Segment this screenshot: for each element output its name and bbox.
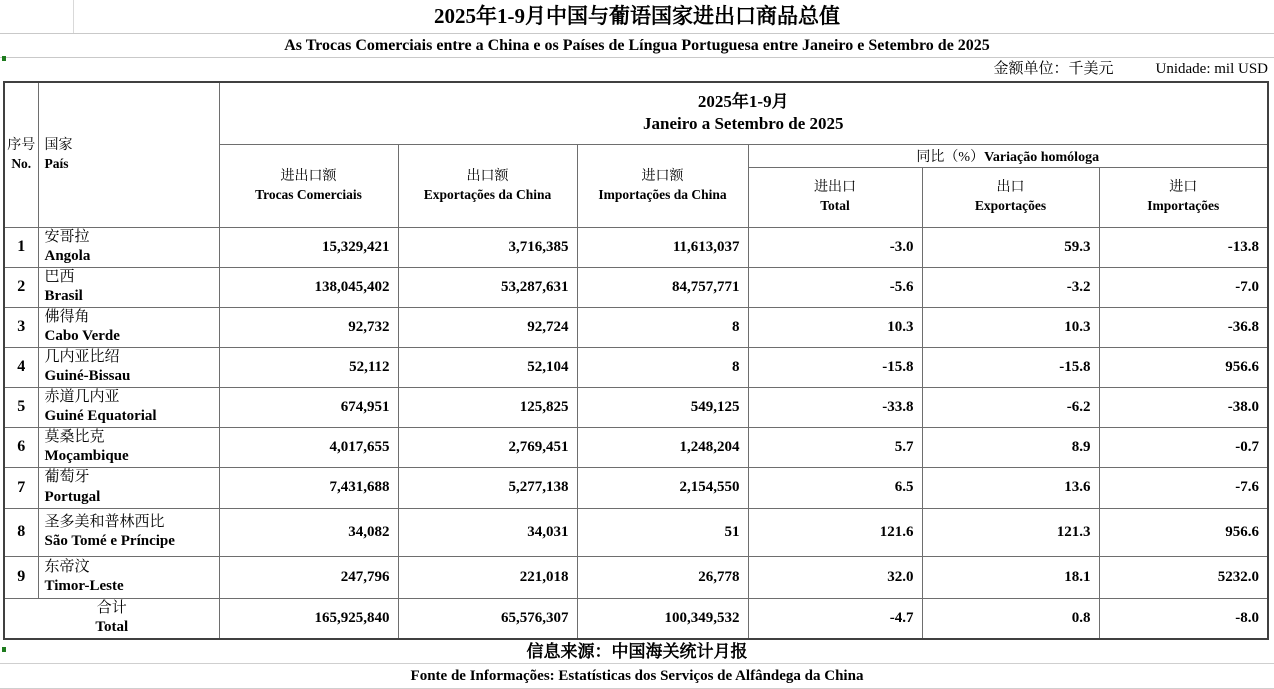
yoy-total-value: 32.0 <box>748 556 922 598</box>
header-country-pt: País <box>44 156 69 172</box>
trade-value: 4,017,655 <box>219 427 398 467</box>
cell-flag-marker <box>2 56 6 61</box>
source-note-pt: Fonte de Informações: Estatísticas dos Serviços de Alfândega da China <box>0 664 1274 689</box>
trade-value: 247,796 <box>219 556 398 598</box>
header-trade-cn: 进出口额 <box>280 168 337 184</box>
spreadsheet-gridline <box>73 0 74 33</box>
yoy-total-value: -3.0 <box>748 227 922 267</box>
row-number: 9 <box>4 556 38 598</box>
country-cell <box>38 227 219 267</box>
yoy-total-value: -33.8 <box>748 387 922 427</box>
table-row <box>4 387 1268 427</box>
header-yoy-imports <box>1099 167 1268 227</box>
country-name-cn: 圣多美和普林西比 <box>44 513 165 530</box>
row-number: 3 <box>4 307 38 347</box>
country-name-cn: 几内亚比绍 <box>44 348 120 365</box>
yoy-total-value: 121.6 <box>748 508 922 556</box>
table-row <box>4 427 1268 467</box>
header-no-pt: No. <box>11 156 32 172</box>
header-no <box>4 82 38 227</box>
yoy-exports-value: 13.6 <box>922 467 1099 508</box>
imports-value: 2,154,550 <box>577 467 748 508</box>
country-cell <box>38 347 219 387</box>
country-name-cn: 赤道几内亚 <box>44 388 120 405</box>
exports-value: 5,277,138 <box>398 467 577 508</box>
page-subtitle: As Trocas Comerciais entre a China e os Países de Língua Portuguesa entre Janeiro e Setembro de 2025 <box>0 34 1274 58</box>
header-trade-pt: Trocas Comerciais <box>255 186 362 202</box>
header-yoy-imports-cn: 进口 <box>1169 180 1198 196</box>
header-yoy-total-pt: Total <box>820 198 850 214</box>
exports-value: 221,018 <box>398 556 577 598</box>
trade-value: 15,329,421 <box>219 227 398 267</box>
imports-value: 26,778 <box>577 556 748 598</box>
country-name-pt: Guiné Equatorial <box>44 408 157 424</box>
imports-value: 1,248,204 <box>577 427 748 467</box>
trade-value: 52,112 <box>219 347 398 387</box>
country-cell <box>38 508 219 556</box>
table-row <box>4 227 1268 267</box>
exports-value: 53,287,631 <box>398 267 577 307</box>
unit-note <box>0 58 1274 81</box>
header-no-cn: 序号 <box>7 137 36 153</box>
country-name-pt: Brasil <box>44 288 83 304</box>
total-imports-value: 100,349,532 <box>577 598 748 639</box>
yoy-exports-value: -15.8 <box>922 347 1099 387</box>
country-cell <box>38 307 219 347</box>
table-row <box>4 347 1268 387</box>
total-yoy-total-value: -4.7 <box>748 598 922 639</box>
yoy-exports-value: -3.2 <box>922 267 1099 307</box>
country-name-cn: 东帝汶 <box>44 558 90 575</box>
header-yoy-exports <box>922 167 1099 227</box>
header-yoy <box>748 144 1268 167</box>
row-number: 8 <box>4 508 38 556</box>
total-row <box>4 598 1268 639</box>
country-cell <box>38 387 219 427</box>
yoy-total-value: 6.5 <box>748 467 922 508</box>
header-yoy-pt: Variação homóloga <box>984 149 1100 165</box>
source-note-cn: 信息来源：中国海关统计月报 <box>0 640 1274 664</box>
header-period-pt: Janeiro a Setembro de 2025 <box>642 114 844 134</box>
page-title: 2025年1-9月中国与葡语国家进出口商品总值 <box>0 0 1274 34</box>
total-label-cell <box>4 598 219 639</box>
yoy-total-value: -5.6 <box>748 267 922 307</box>
imports-value: 84,757,771 <box>577 267 748 307</box>
exports-value: 92,724 <box>398 307 577 347</box>
imports-value: 8 <box>577 347 748 387</box>
header-exports-cn: 出口额 <box>466 168 509 184</box>
header-row-period <box>4 82 1268 144</box>
trade-value: 7,431,688 <box>219 467 398 508</box>
yoy-exports-value: 59.3 <box>922 227 1099 267</box>
country-name-pt: Timor-Leste <box>44 578 124 594</box>
country-name-pt: Angola <box>44 248 91 264</box>
yoy-imports-value: 5232.0 <box>1099 556 1268 598</box>
header-imports <box>577 144 748 227</box>
row-number: 2 <box>4 267 38 307</box>
unit-note-pt: Unidade: mil USD <box>1155 61 1268 77</box>
imports-value: 8 <box>577 307 748 347</box>
yoy-total-value: -15.8 <box>748 347 922 387</box>
yoy-total-value: 10.3 <box>748 307 922 347</box>
yoy-exports-value: 18.1 <box>922 556 1099 598</box>
imports-value: 11,613,037 <box>577 227 748 267</box>
country-cell <box>38 267 219 307</box>
table-row <box>4 556 1268 598</box>
header-yoy-imports-pt: Importações <box>1147 198 1220 214</box>
country-name-cn: 莫桑比克 <box>44 428 105 445</box>
yoy-imports-value: -36.8 <box>1099 307 1268 347</box>
imports-value: 549,125 <box>577 387 748 427</box>
exports-value: 3,716,385 <box>398 227 577 267</box>
total-yoy-exports-value: 0.8 <box>922 598 1099 639</box>
yoy-imports-value: -13.8 <box>1099 227 1268 267</box>
total-yoy-imports-value: -8.0 <box>1099 598 1268 639</box>
header-imports-pt: Importações da China <box>598 186 727 202</box>
yoy-total-value: 5.7 <box>748 427 922 467</box>
yoy-exports-value: 121.3 <box>922 508 1099 556</box>
total-trade-value: 165,925,840 <box>219 598 398 639</box>
header-exports <box>398 144 577 227</box>
yoy-imports-value: -7.6 <box>1099 467 1268 508</box>
table-row <box>4 267 1268 307</box>
total-label-pt: Total <box>95 619 129 635</box>
header-yoy-exports-pt: Exportações <box>974 198 1047 214</box>
exports-value: 125,825 <box>398 387 577 427</box>
row-number: 1 <box>4 227 38 267</box>
country-name-cn: 葡萄牙 <box>44 469 90 485</box>
country-name-pt: Cabo Verde <box>44 328 120 344</box>
imports-value: 51 <box>577 508 748 556</box>
country-name-pt: Portugal <box>44 488 101 505</box>
table-row <box>4 307 1268 347</box>
yoy-imports-value: -38.0 <box>1099 387 1268 427</box>
row-number: 7 <box>4 467 38 508</box>
row-number: 6 <box>4 427 38 467</box>
yoy-exports-value: -6.2 <box>922 387 1099 427</box>
country-name-pt: São Tomé e Príncipe <box>44 533 175 549</box>
trade-value: 674,951 <box>219 387 398 427</box>
trade-table <box>3 81 1269 640</box>
country-name-pt: Guiné-Bissau <box>44 368 131 384</box>
header-yoy-exports-cn: 出口 <box>996 180 1025 196</box>
trade-value: 34,082 <box>219 508 398 556</box>
yoy-exports-value: 8.9 <box>922 427 1099 467</box>
trade-value: 92,732 <box>219 307 398 347</box>
exports-value: 52,104 <box>398 347 577 387</box>
yoy-imports-value: -0.7 <box>1099 427 1268 467</box>
country-name-pt: Moçambique <box>44 448 129 464</box>
header-country <box>38 82 219 227</box>
table-row <box>4 467 1268 508</box>
header-country-cn: 国家 <box>44 137 73 153</box>
header-period-cn: 2025年1-9月 <box>697 92 789 112</box>
trade-value: 138,045,402 <box>219 267 398 307</box>
header-exports-pt: Exportações da China <box>423 186 552 202</box>
header-yoy-total-cn: 进出口 <box>814 180 856 196</box>
country-name-cn: 巴西 <box>44 268 75 285</box>
yoy-imports-value: 956.6 <box>1099 347 1268 387</box>
table-row <box>4 508 1268 556</box>
yoy-imports-value: 956.6 <box>1099 508 1268 556</box>
row-number: 4 <box>4 347 38 387</box>
country-name-cn: 安哥拉 <box>44 228 90 245</box>
cell-flag-marker <box>2 647 6 652</box>
header-yoy-total <box>748 167 922 227</box>
total-exports-value: 65,576,307 <box>398 598 577 639</box>
header-yoy-cn: 同比（%） <box>916 149 985 165</box>
unit-note-cn: 金额单位：千美元 <box>993 61 1114 77</box>
country-cell <box>38 467 219 508</box>
total-label-cn: 合计 <box>96 599 127 616</box>
exports-value: 34,031 <box>398 508 577 556</box>
header-imports-cn: 进口额 <box>641 168 684 184</box>
exports-value: 2,769,451 <box>398 427 577 467</box>
country-cell <box>38 427 219 467</box>
country-name-cn: 佛得角 <box>44 308 90 325</box>
yoy-imports-value: -7.0 <box>1099 267 1268 307</box>
header-period <box>219 82 1268 144</box>
row-number: 5 <box>4 387 38 427</box>
yoy-exports-value: 10.3 <box>922 307 1099 347</box>
country-cell <box>38 556 219 598</box>
header-trade <box>219 144 398 227</box>
